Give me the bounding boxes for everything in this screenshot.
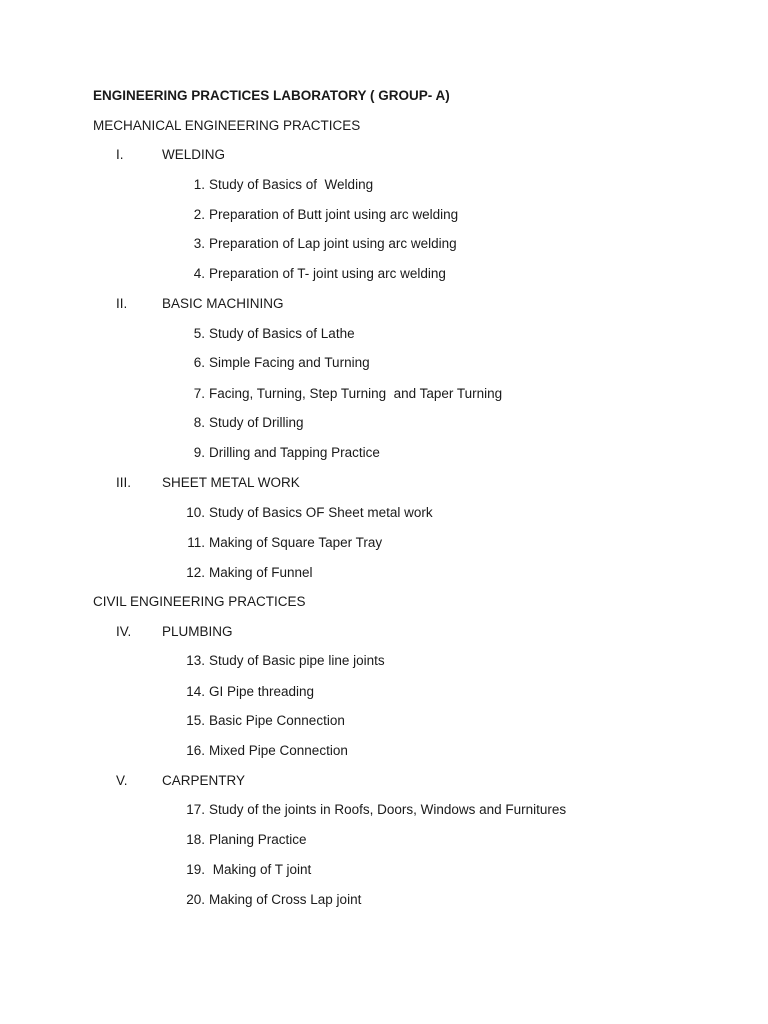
list-item-text: Study of Basic pipe line joints: [209, 653, 385, 668]
list-item-text: Study of Drilling: [209, 415, 304, 430]
section-numeral: III.: [116, 475, 132, 490]
list-item-text: GI Pipe threading: [209, 684, 315, 699]
list-item-text: Preparation of T- joint using arc welding: [209, 266, 446, 281]
list-item-number: 14.: [186, 684, 205, 699]
list-item-text: Simple Facing and Turning: [209, 355, 370, 370]
section-label-sheet-metal-work: SHEET METAL WORK: [162, 475, 300, 490]
list-item-text: Preparation of Butt joint using arc welding: [209, 207, 459, 222]
section-label-basic-machining: BASIC MACHINING: [162, 296, 284, 311]
list-item-number: 10.: [186, 505, 205, 520]
list-item-text: Study of the joints in Roofs, Doors, Windows and Furnitures: [209, 802, 567, 817]
section-label-carpentry: CARPENTRY: [162, 773, 246, 788]
list-item-number: 9.: [193, 445, 205, 460]
list-item-number: 7.: [193, 386, 205, 401]
list-item-text: Basic Pipe Connection: [209, 713, 345, 728]
list-item-number: 19.: [186, 862, 205, 877]
list-item-number: 16.: [186, 743, 205, 758]
section-label-welding: WELDING: [162, 147, 226, 162]
list-item-number: 2.: [193, 207, 205, 222]
list-item-number: 11.: [187, 535, 205, 550]
list-item-number: 4.: [193, 266, 205, 281]
list-item-text: Planing Practice: [209, 832, 307, 847]
civil-heading: CIVIL ENGINEERING PRACTICES: [93, 594, 306, 609]
list-item-number: 12.: [186, 565, 205, 580]
list-item-number: 1.: [193, 177, 205, 192]
list-item-text: Mixed Pipe Connection: [209, 743, 348, 758]
section-numeral: IV.: [116, 624, 132, 639]
list-item-text: Making of Square Taper Tray: [209, 535, 383, 550]
list-item-number: 8.: [193, 415, 205, 430]
list-item-number: 6.: [193, 355, 205, 370]
list-item-text: Making of T joint: [209, 862, 312, 877]
section-numeral: V.: [116, 773, 128, 788]
section-numeral: I.: [116, 147, 124, 162]
list-item-text: Making of Cross Lap joint: [209, 892, 362, 907]
mechanical-heading: MECHANICAL ENGINEERING PRACTICES: [93, 118, 361, 133]
list-item-number: 3.: [193, 236, 205, 251]
section-numeral: II.: [116, 296, 128, 311]
list-item-number: 20.: [186, 892, 205, 907]
section-label-plumbing: PLUMBING: [162, 624, 233, 639]
list-item-text: Study of Basics of Welding: [209, 177, 374, 192]
list-item-number: 5.: [193, 326, 205, 341]
list-item-text: Facing, Turning, Step Turning and Taper Turning: [209, 386, 503, 401]
list-item-text: Study of Basics of Lathe: [209, 326, 355, 341]
list-item-number: 13.: [186, 653, 205, 668]
list-item-text: Making of Funnel: [209, 565, 313, 580]
list-item-text: Study of Basics OF Sheet metal work: [209, 505, 433, 520]
list-item-number: 18.: [186, 832, 205, 847]
document-title: ENGINEERING PRACTICES LABORATORY ( GROUP- A): [93, 88, 450, 103]
list-item-number: 15.: [186, 713, 205, 728]
list-item-number: 17.: [186, 802, 205, 817]
list-item-text: Preparation of Lap joint using arc welding: [209, 236, 457, 251]
list-item-text: Drilling and Tapping Practice: [209, 445, 380, 460]
